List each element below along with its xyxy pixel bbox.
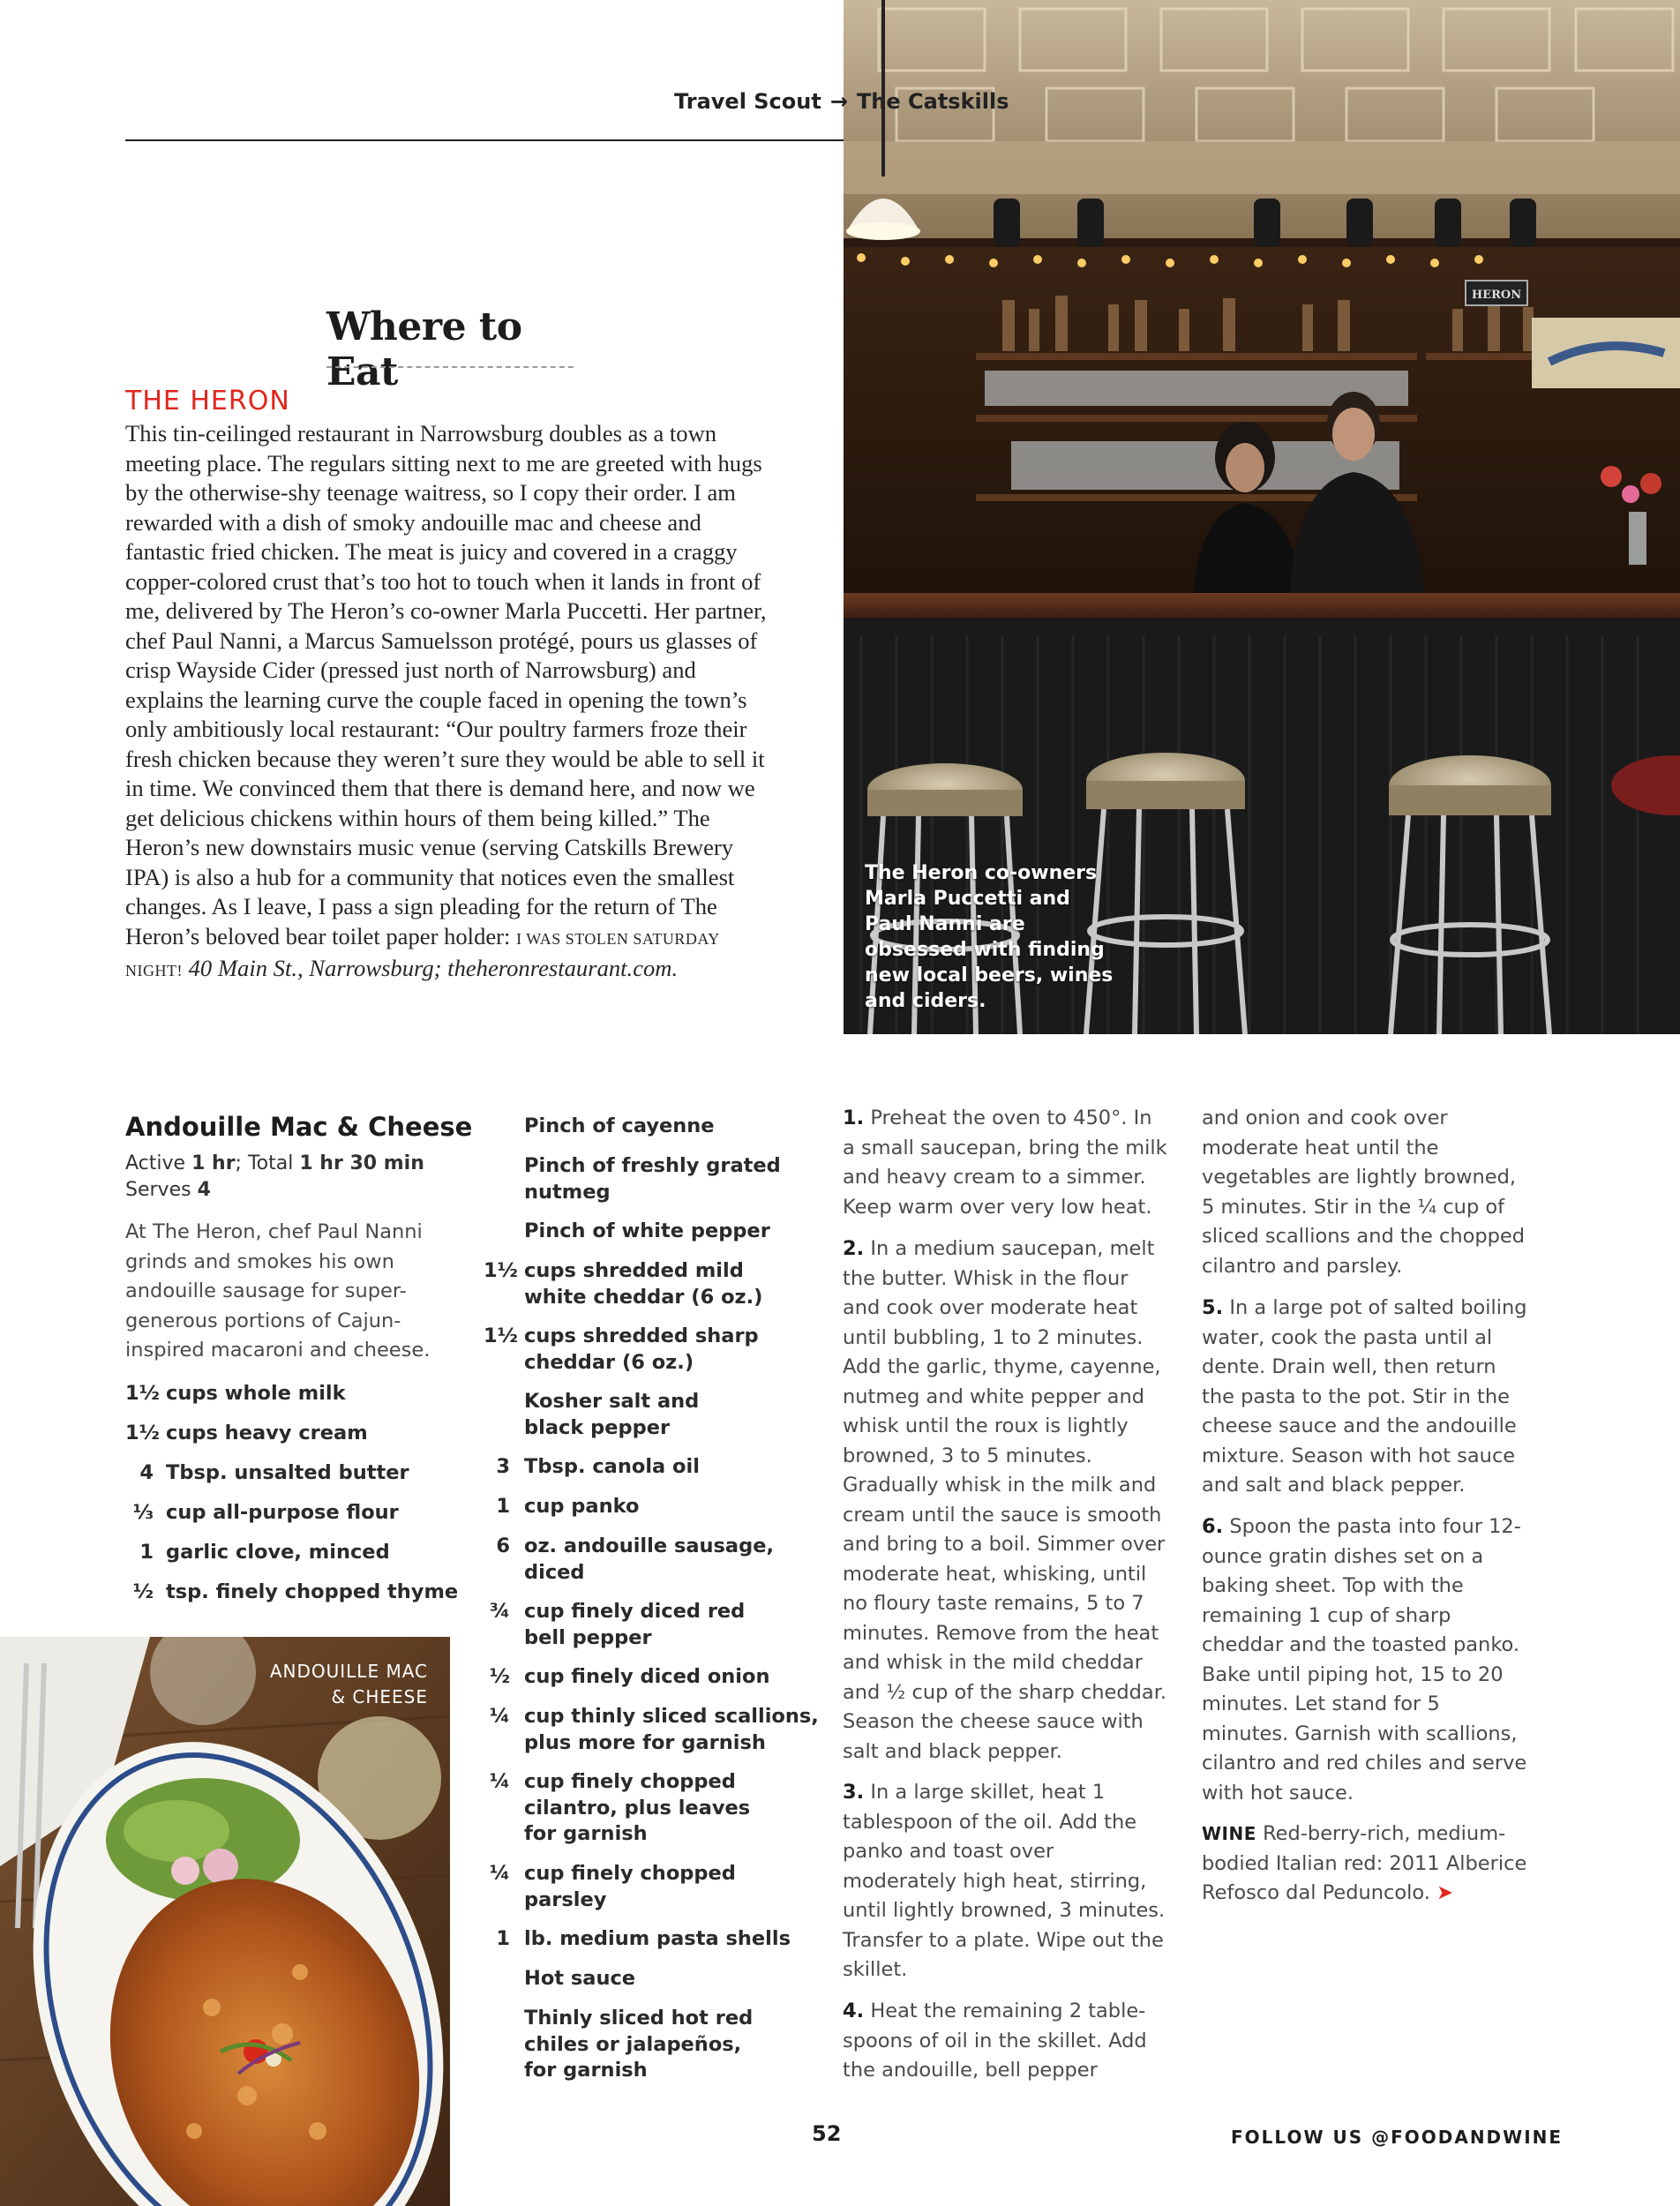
step-text: Heat the remaining 2 table-spoons of oil in the skillet. Add the andouille, bell pepper: [843, 2000, 1147, 2082]
wine-text: Red-berry-rich, medium-bodied Italian red: 2011 Alberice Refosco dal Peduncolo.: [1202, 1822, 1527, 1904]
step-number: 5.: [1202, 1296, 1224, 1319]
continue-arrow-icon: ➤: [1436, 1881, 1453, 1904]
ingredient-item: [484, 1494, 819, 1520]
step-text: In a large skillet, heat 1 tablespoon of the oil. Add the panko and toast over moderately high heat, stirring, until lightly browned, 3 minutes. Transfer to a plate. Wipe out the skillet.: [843, 1781, 1166, 1981]
step-number: 3.: [843, 1781, 865, 1804]
step-text: Preheat the oven to 450°. In a small saucepan, bring the milk and heavy cream to a simmer. Keep warm over very low heat.: [843, 1107, 1167, 1219]
recipe-times: [125, 1151, 461, 1204]
ingredient-text: Thinly sliced hot red chiles or jalapeños, for garnish: [524, 2007, 754, 2082]
section-title: Where to Eat: [326, 304, 522, 394]
ingredient-text: cup thinly sliced scallions, plus more for garnish: [524, 1705, 819, 1754]
review-body: This tin-ceilinged restaurant in Narrowsburg doubles as a town meeting place. The regulars sitting next to me are greeted with hugs by the otherwise-shy teenage waitress, so I copy their order. I am rewarded with a dish of smoky andouille mac and cheese and fantastic fried chicken. The meat is juicy and covered in a craggy copper-colored crust that’s too hot to touch when it lands in front of me, delivered by The Heron’s co-owner Marla Puccetti. Her partner, chef Paul Nanni, a Marcus Samuelsson protégé, pours us glasses of crisp Wayside Cider (pressed just north of Narrowsburg) and explains the learning curve the couple faced in opening the town’s only ambitiously local restaurant: “Our poultry farmers froze their fresh chicken because they weren’t sure they would be able to sell it in time. We convinced them that there is demand here, and now we get delicious chickens within hours of them being killed.” The Heron’s new downstairs music venue (serving Catskills Brewery IPA) is also a hub for a community that notices even the smallest changes. As I leave, I pass a sign pleading for the return of The Heron’s beloved bear toilet paper holder:: [125, 420, 767, 949]
ingredient-text: tsp. finely chopped thyme: [166, 1580, 459, 1603]
ingredient-item: [125, 1500, 461, 1527]
ingredient-item: [484, 1258, 775, 1310]
ingredient-text: Pinch of white pepper: [524, 1219, 770, 1242]
ingredient-item: [484, 1769, 766, 1848]
sign-quote: I WAS STOLEN SATURDAY NIGHT!: [125, 929, 720, 979]
ingredient-text: Tbsp. canola oil: [524, 1455, 700, 1478]
ingredient-item: [125, 1381, 461, 1407]
ingredient-qty: ¼: [489, 1770, 510, 1793]
step-number: 6.: [1202, 1515, 1224, 1538]
ingredient-item: [484, 1599, 748, 1651]
ingredient-item: [125, 1460, 461, 1487]
step-text: Spoon the pasta into four 12-ounce gratin dishes set on a baking sheet. Top with the remaining 1 cup of sharp cheddar and the toasted panko. Bake until piping hot, 15 to 20 minutes. Let stand for 5 minutes. Garnish with scallions, cilantro and red chiles and serve with hot sauce.: [1202, 1515, 1527, 1805]
active-label: Active: [125, 1152, 186, 1174]
ingredient-text: Tbsp. unsalted butter: [166, 1461, 409, 1484]
ingredient-text: Pinch of cayenne: [524, 1114, 715, 1137]
ingredient-text: garlic clove, minced: [166, 1541, 390, 1564]
food-photo: [0, 1637, 450, 2206]
social-handle: FOLLOW US @FOODANDWINE: [1231, 2127, 1564, 2148]
ingredient-item: [484, 1389, 731, 1441]
ingredient-qty: 4: [139, 1461, 154, 1484]
ingredient-item: [484, 1704, 819, 1756]
total-time: 1 hr 30 min: [299, 1152, 424, 1174]
total-label: ; Total: [235, 1152, 294, 1174]
ingredient-item: [484, 2006, 775, 2084]
ingredient-qty: 1: [496, 1927, 510, 1950]
ingredient-item: [484, 1114, 819, 1140]
ingredient-text: cups heavy cream: [166, 1422, 368, 1444]
restaurant-address: 40 Main St., Narrowsburg; theheronrestaurant.com.: [182, 955, 679, 981]
step-text: In a large pot of salted boiling water, cook the pasta until al dente. Drain well, then return the pasta to the pot. Stir in the cheese sauce and the andouille mixture. Season with hot sauce and salt and black pepper.: [1202, 1296, 1527, 1497]
recipe-intro: At The Heron, chef Paul Nanni grinds and smokes his own andouille sausage for super-generous portions of Cajun-inspired macaroni and cheese.: [125, 1220, 431, 1362]
ingredient-item: [125, 1579, 461, 1606]
ingredient-text: cup finely diced red bell pepper: [524, 1600, 746, 1649]
ingredient-text: cups shredded mild white cheddar (6 oz.): [524, 1259, 763, 1309]
ingredient-qty: ¼: [489, 1862, 510, 1885]
serves-count: 4: [197, 1179, 211, 1201]
ingredient-item: [125, 1421, 461, 1447]
ingredient-qty: ¼: [489, 1705, 510, 1728]
recipe-step-continued: [1202, 1104, 1533, 1281]
ingredient-text: lb. medium pasta shells: [524, 1927, 791, 1950]
ingredient-text: Pinch of freshly grated nutmeg: [524, 1154, 781, 1204]
mac-and-cheese-illustration: [0, 1637, 450, 2206]
recipe-step: [843, 1104, 1169, 1222]
ingredient-text: cup all-purpose flour: [166, 1501, 399, 1524]
ingredient-item: [484, 1534, 784, 1586]
ingredient-qty: 1½: [484, 1259, 518, 1282]
ingredient-qty: 1: [496, 1495, 510, 1518]
header-rule: [125, 139, 844, 141]
running-head: [674, 89, 1009, 124]
step-number: 4.: [843, 2000, 865, 2022]
ingredient-item: [484, 1664, 819, 1691]
recipe-step: [843, 1234, 1169, 1767]
destination-name: The Catskills: [856, 89, 1009, 114]
food-photo-label: ANDOUILLE MAC & CHEESE: [269, 1661, 428, 1707]
step-text: In a medium saucepan, melt the butter. Whisk in the flour and cook over moderate heat until bubbling, 1 to 2 minutes. Add the garlic, thyme, cayenne, nutmeg and white pepper and whisk until the roux is lightly browned, 3 to 5 minutes. Gradually whisk in the milk and cream until the sauce is smooth and bring to a boil. Simmer over moderate heat, whisking, until no floury taste remains, 5 to 7 minutes. Remove from the heat and whisk in the mild cheddar and ½ cup of the sharp cheddar. Season the cheese sauce with salt and black pepper.: [843, 1237, 1167, 1763]
serves-label: Serves: [125, 1179, 191, 1201]
step-number: 2.: [843, 1237, 865, 1260]
restaurant-review: [125, 419, 778, 987]
ingredient-item: [484, 1861, 766, 1913]
recipe-step: [843, 1997, 1169, 2086]
ingredient-qty: 1: [139, 1541, 154, 1564]
section-name: Travel Scout: [674, 89, 821, 114]
recipe-step: [1202, 1294, 1533, 1501]
ingredient-text: cup finely chopped cilantro, plus leaves for garnish: [524, 1770, 751, 1845]
recipe-step: [1202, 1512, 1533, 1808]
ingredient-text: cups shredded sharp cheddar (6 oz.): [524, 1324, 759, 1374]
ingredient-item: [484, 1153, 810, 1205]
ingredient-qty: 1½: [125, 1422, 160, 1444]
ingredient-item: [484, 1966, 819, 1992]
wine-label: WINE: [1202, 1823, 1256, 1844]
ingredient-item: [484, 1454, 819, 1481]
heron-sign-text: HERON: [1471, 289, 1522, 302]
arrow-right-icon: →: [829, 89, 848, 114]
ingredient-qty: ⅓: [132, 1501, 154, 1524]
ingredient-item: [484, 1324, 775, 1376]
ingredient-text: Kosher salt and black pepper: [524, 1390, 700, 1439]
step-text: and onion and cook over moderate heat until the vegetables are lightly browned, 5 minutes. Stir in the ¼ cup of sliced scallions and the chopped cilantro and parsley.: [1202, 1107, 1526, 1278]
ingredient-qty: ½: [489, 1665, 510, 1688]
recipe-step: [843, 1778, 1169, 1985]
ingredient-qty: 1½: [125, 1382, 160, 1405]
recipe-title: Andouille Mac & Cheese: [125, 1112, 473, 1142]
page-number: 52: [812, 2121, 842, 2146]
ingredient-item: [484, 1219, 819, 1245]
ingredient-qty: 3: [496, 1455, 510, 1478]
ingredient-qty: ¾: [489, 1600, 510, 1623]
ingredient-qty: ½: [132, 1580, 154, 1603]
wine-pairing: [1202, 1820, 1533, 1909]
ingredient-text: cup finely chopped parsley: [524, 1862, 736, 1911]
title-underline: [326, 366, 574, 368]
ingredient-item: [484, 1926, 819, 1953]
ingredient-item: [125, 1540, 461, 1566]
restaurant-name: THE HERON: [125, 386, 290, 416]
ingredient-text: Hot sauce: [524, 1967, 636, 1990]
ingredient-qty: 6: [496, 1534, 510, 1557]
ingredient-text: oz. andouille sausage, diced: [524, 1534, 775, 1584]
step-number: 1.: [843, 1107, 865, 1129]
ingredient-text: cup panko: [524, 1495, 640, 1518]
ingredient-text: cups whole milk: [166, 1382, 346, 1405]
photo-caption: The Heron co-owners Marla Puccetti and Paul Nanni are obsessed with finding new local beers, wines and ciders.: [865, 862, 1114, 1012]
active-time: 1 hr: [191, 1152, 236, 1174]
ingredient-qty: 1½: [484, 1324, 518, 1347]
ingredient-text: cup finely diced onion: [524, 1665, 770, 1688]
